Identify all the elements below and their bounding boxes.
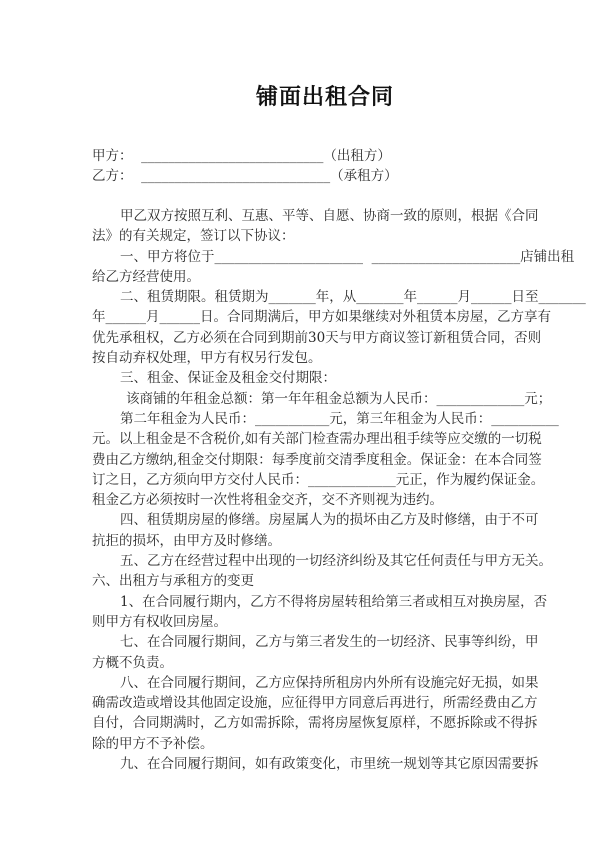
paragraph-line: 法》的有关规定，签订以下协议： — [92, 228, 295, 245]
clause-6-line: 1、在合同履行期内，乙方不得将房屋转租给第三者或相互对换房屋，否 — [120, 593, 548, 610]
clause-4-line: 四、租赁期房屋的修缮。房屋属人为的损坏由乙方及时修缮，由于不可 — [120, 512, 539, 529]
clause-6-heading: 六、出租方与承租方的变更 — [92, 573, 254, 590]
clause-3-line: 第二年租金为人民币：___________元，第三年租金为人民币：__________ — [120, 410, 559, 427]
clause-2-line: 年______月______日。合同期满后，甲方如果继续对外租赁本房屋，乙方享有 — [92, 309, 551, 326]
clause-1-line: 一、甲方将位于______________________ ______________________店铺出租 — [120, 248, 575, 265]
clause-6-line: 则甲方有权收回房屋。 — [92, 613, 227, 630]
clause-3-line: 该商铺的年租金总额：第一年年租金总额为人民币：_____________元； — [126, 390, 552, 407]
clause-3-line: 订之日，乙方须向甲方交付人民币：_____________元正，作为履约保证金。 — [92, 471, 545, 488]
clause-7-line: 方概不负责。 — [92, 654, 173, 671]
party-a-line: 甲方： ___________________________（出租方） — [92, 148, 391, 164]
clause-2-line: 二、租赁期限。租赁期为_______年，从_______年______月______日至_______ — [120, 289, 586, 306]
document-title: 铺面出租合同 — [255, 84, 394, 110]
clause-3-line: 元。以上租金是不含税价,如有关部门检查需办理出租手续等应交缴的一切税 — [92, 431, 542, 448]
clause-1-line: 给乙方经营使用。 — [92, 268, 200, 285]
clause-3-line: 租金乙方必须按时一次性将租金交齐，交不齐则视为违约。 — [92, 492, 443, 509]
clause-3-heading: 三、租金、保证金及租金交付期限： — [120, 370, 336, 387]
clause-8-line: 自付，合同期满时，乙方如需拆除，需将房屋恢复原样，不愿拆除或不得拆 — [92, 715, 538, 732]
clause-8-line: 八、在合同履行期间，乙方应保持所租房内外所有设施完好无损，如果 — [120, 674, 539, 691]
clause-2-line: 按自动弃权处理，甲方有权另行发包。 — [92, 350, 322, 367]
contract-body — [92, 206, 586, 774]
clause-9-line: 九、在合同履行期间，如有政策变化，市里统一规划等其它原因需要拆 — [120, 756, 539, 773]
clause-8-line: 除的甲方不予补偿。 — [92, 735, 214, 752]
clause-5-line: 五、乙方在经营过程中出现的一切经济纠纷及其它任何责任与甲方无关。 — [120, 553, 552, 570]
clause-2-line: 优先承租权，乙方必须在合同到期前30天与甲方商议签订新租赁合同，否则 — [92, 329, 542, 346]
clause-7-line: 七、在合同履行期间，乙方与第三者发生的一切经济、民事等纠纷，甲 — [120, 634, 539, 651]
party-b-line: 乙方： ____________________________（承租方） — [92, 168, 398, 184]
paragraph-line: 甲乙双方按照互利、互惠、平等、自愿、协商一致的原则，根据《合同 — [120, 208, 539, 224]
clause-4-line: 抗拒的损坏，由甲方及时修缮。 — [92, 532, 281, 549]
clause-3-line: 费由乙方缴纳,租金交付期限：每季度前交清季度租金。保证金：在本合同签 — [92, 451, 542, 468]
clause-8-line: 确需改造或增设其他固定设施，应征得甲方同意后再进行，所需经费由乙方 — [92, 695, 538, 712]
